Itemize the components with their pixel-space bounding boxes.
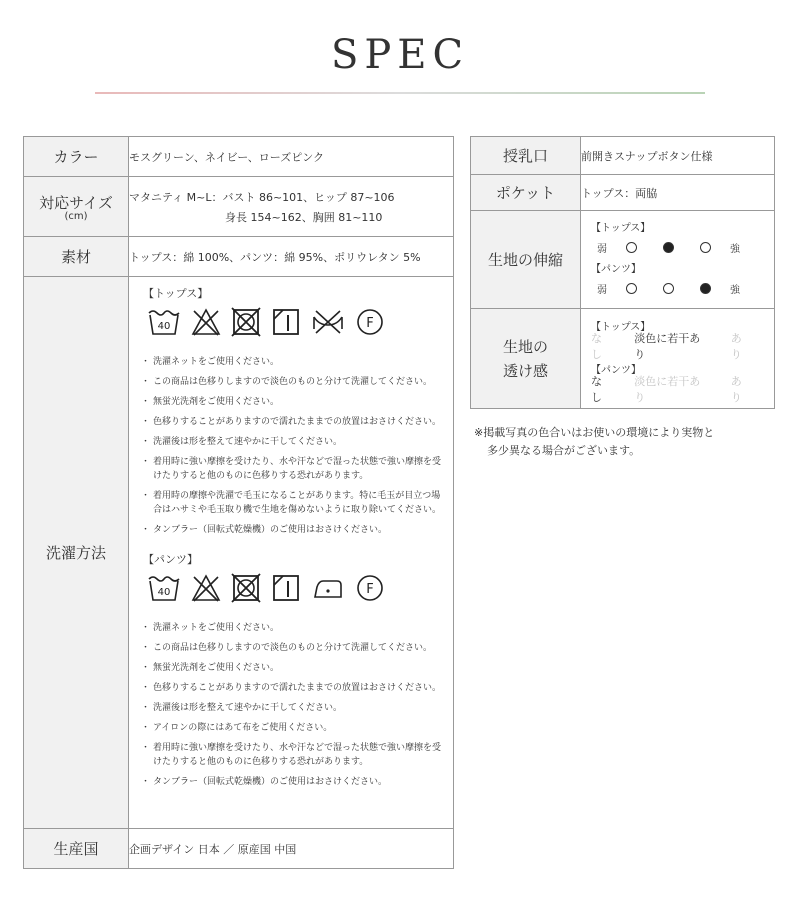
svg-text:F: F: [366, 582, 374, 597]
nursing-value: 前開きスナップボタン仕様: [581, 137, 775, 175]
sheer-option: 淡色に若干あり: [634, 331, 701, 361]
washing-content: [129, 277, 454, 829]
scale-weak-label: 弱: [597, 285, 607, 296]
scale-strong-label: 強: [730, 285, 740, 296]
pocket-label: ポケット: [471, 175, 581, 211]
sheer-label-cell: [471, 309, 581, 409]
size-value: [129, 177, 454, 237]
spec-table-left: [23, 136, 454, 869]
row-washing: [24, 277, 454, 829]
sheer-option: なし: [591, 331, 602, 361]
svg-text:40: 40: [157, 321, 171, 332]
list-item: ・ 無蛍光洗剤をご使用ください。: [143, 395, 443, 409]
material-value: トップス：綿 100%、パンツ：綿 95%、ポリウレタン 5%: [129, 237, 454, 277]
washing-label: 洗濯方法: [24, 277, 129, 829]
title-divider: [95, 92, 705, 94]
scale-dot: [626, 242, 637, 253]
shade-line-dry-icon: [271, 307, 301, 337]
color-disclaimer: [474, 424, 714, 460]
list-item: ・ 着用時に強い摩擦を受けたり、水や汗などで湿った状態で強い摩擦を受けたりすると他のものに色移りする恐れがあります。: [143, 455, 443, 483]
row-nursing: [471, 137, 775, 175]
size-label: 対応サイズ: [39, 193, 113, 212]
disclaimer-line-1: ※掲載写真の色合いはお使いの環境により実物と: [474, 426, 715, 439]
color-label: カラー: [24, 137, 129, 177]
sheer-pants-heading: 【パンツ】: [591, 364, 641, 376]
no-wring-icon: [311, 307, 345, 337]
page-title: SPEC: [330, 32, 470, 78]
tops-wash-heading: 【トップス】: [143, 287, 209, 300]
sheer-option: なし: [591, 374, 602, 404]
sheer-option: あり: [730, 331, 742, 361]
sheer-tops-options: [591, 331, 774, 361]
dry-clean-f-icon: [355, 573, 385, 603]
stretch-pants-scale: [591, 277, 774, 301]
list-item: ・ 洗濯後は形を整えて速やかに干してください。: [143, 435, 443, 449]
scale-dot: [663, 283, 674, 294]
svg-text:F: F: [366, 316, 374, 331]
list-item: ・ タンブラー（回転式乾燥機）のご使用はおさけください。: [143, 775, 443, 789]
list-item: ・ 洗濯ネットをご使用ください。: [143, 621, 443, 635]
svg-text:40: 40: [157, 587, 171, 598]
list-item: ・ この商品は色移りしますので淡色のものと分けて洗濯してください。: [143, 375, 443, 389]
row-pocket: [471, 175, 775, 211]
wash-40-icon: [147, 307, 181, 337]
sheer-option: あり: [730, 374, 742, 404]
row-stretch: [471, 211, 775, 309]
sheer-label-line-1: 生地の: [502, 337, 548, 356]
nursing-label: 授乳口: [471, 137, 581, 175]
pocket-value: トップス：両脇: [581, 175, 775, 211]
list-item: ・ 色移りすることがありますので濡れたままでの放置はおさけください。: [143, 415, 443, 429]
material-label: 素材: [24, 237, 129, 277]
row-sheer: [471, 309, 775, 409]
scale-dot: [700, 283, 711, 294]
size-label-cell: [24, 177, 129, 237]
scale-strong-label: 強: [730, 244, 740, 255]
list-item: ・ この商品は色移りしますので淡色のものと分けて洗濯してください。: [143, 641, 443, 655]
stretch-pants-heading: 【パンツ】: [591, 263, 641, 275]
disclaimer-line-2: 多少異なる場合がございます。: [487, 444, 641, 457]
tops-care-icons: [147, 307, 443, 337]
list-item: ・ 無蛍光洗剤をご使用ください。: [143, 661, 443, 675]
color-value: モスグリーン、ネイビー、ローズピンク: [129, 137, 454, 177]
row-size: [24, 177, 454, 237]
wash-40-icon: [147, 573, 181, 603]
no-tumble-dry-icon: [231, 573, 261, 603]
list-item: ・ 着用時の摩擦や洗濯で毛玉になることがあります。特に毛玉が目立つ場合はハサミや毛玉取り機で生地を傷めないように取り除いてください。: [143, 489, 443, 517]
no-bleach-icon: [191, 307, 221, 337]
iron-low-icon: [311, 573, 345, 603]
spec-table-right: [470, 136, 775, 409]
stretch-value: [581, 211, 775, 309]
scale-dot: [700, 242, 711, 253]
list-item: ・ 色移りすることがありますので濡れたままでの放置はおさけください。: [143, 681, 443, 695]
stretch-label: 生地の伸縮: [471, 211, 581, 309]
no-tumble-dry-icon: [231, 307, 261, 337]
list-item: ・ タンブラー（回転式乾燥機）のご使用はおさけください。: [143, 523, 443, 537]
row-origin: [24, 829, 454, 869]
scale-dot: [626, 283, 637, 294]
pants-wash-heading: 【パンツ】: [143, 553, 198, 566]
origin-value: 企画デザイン 日本 ／ 原産国 中国: [129, 829, 454, 869]
dry-clean-f-icon: [355, 307, 385, 337]
row-color: [24, 137, 454, 177]
sheer-tops-heading: 【トップス】: [591, 321, 651, 333]
list-item: ・ 洗濯後は形を整えて速やかに干してください。: [143, 701, 443, 715]
shade-line-dry-icon: [271, 573, 301, 603]
size-line-2: 身長 154~162、胸囲 81~110: [225, 210, 383, 224]
pants-care-icons: [147, 573, 443, 603]
scale-weak-label: 弱: [597, 244, 607, 255]
tops-wash-notes: [143, 355, 443, 537]
stretch-tops-heading: 【トップス】: [591, 222, 651, 234]
row-material: [24, 237, 454, 277]
sheer-value: [581, 309, 775, 409]
no-bleach-icon: [191, 573, 221, 603]
size-unit: (cm): [64, 210, 88, 222]
origin-label: 生産国: [24, 829, 129, 869]
stretch-tops-scale: [591, 236, 774, 260]
sheer-option: 淡色に若干あり: [634, 374, 701, 404]
list-item: ・ 着用時に強い摩擦を受けたり、水や汗などで湿った状態で強い摩擦を受けたりすると他のものに色移りする恐れがあります。: [143, 741, 443, 769]
list-item: ・ 洗濯ネットをご使用ください。: [143, 355, 443, 369]
pants-wash-notes: [143, 621, 443, 789]
sheer-label-line-2: 透け感: [502, 361, 548, 380]
size-line-1: マタニティ M~L：バスト 86~101、ヒップ 87~106: [129, 190, 395, 204]
list-item: ・ アイロンの際にはあて布をご使用ください。: [143, 721, 443, 735]
scale-dot: [663, 242, 674, 253]
sheer-pants-options: [591, 374, 774, 404]
